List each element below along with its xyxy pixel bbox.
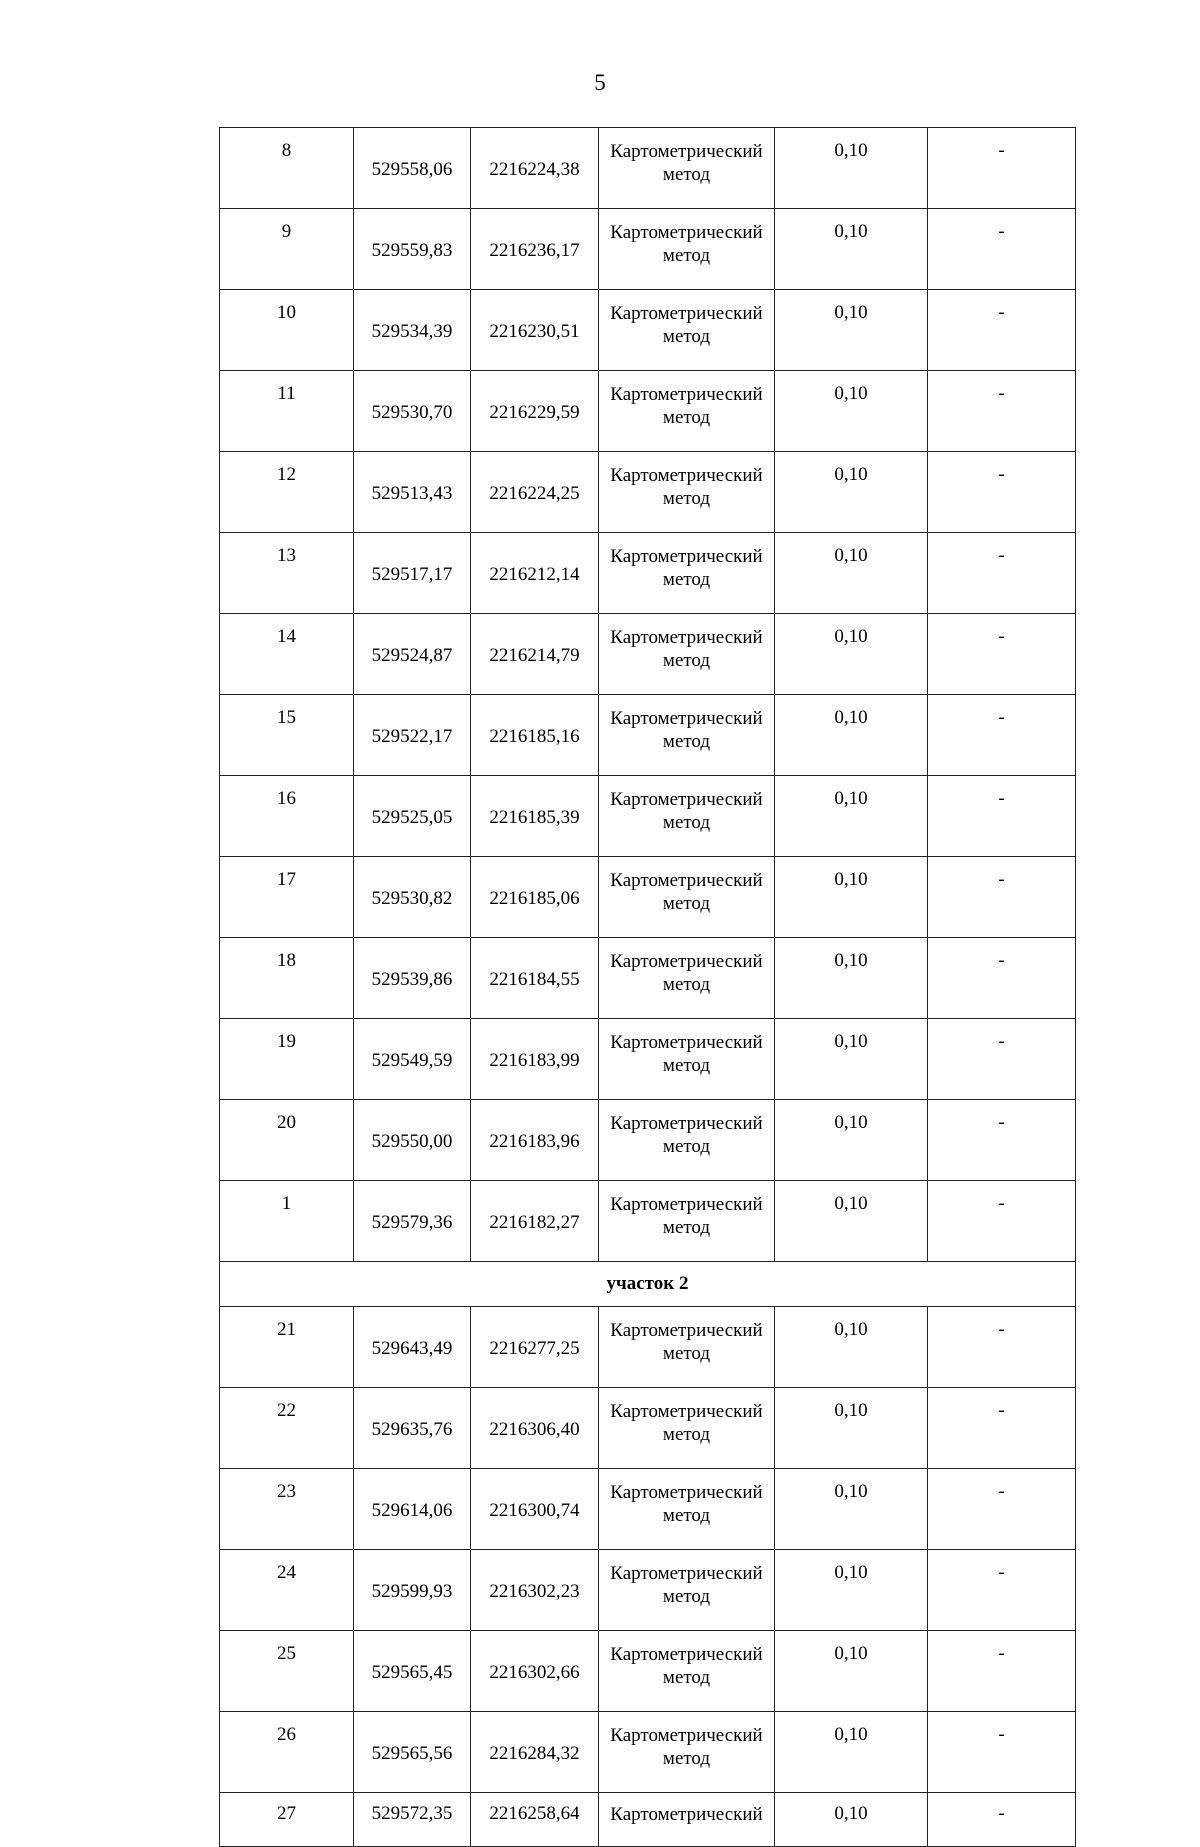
accuracy-cell: 0,10 — [775, 1550, 928, 1631]
x-coordinate-cell: 529530,70 — [354, 371, 471, 452]
note-cell: - — [928, 857, 1076, 938]
method-cell — [599, 533, 775, 614]
note-cell: - — [928, 776, 1076, 857]
method-cell: Картометрический — [599, 1793, 775, 1847]
y-coordinate-cell: 2216184,55 — [471, 938, 599, 1019]
method-line-1: Картометрический — [610, 222, 763, 243]
method-cell — [599, 1019, 775, 1100]
point-number-cell: 24 — [220, 1550, 354, 1631]
method-cell — [599, 1631, 775, 1712]
table-row — [220, 1100, 1076, 1181]
note-cell: - — [928, 1019, 1076, 1100]
method-cell — [599, 452, 775, 533]
table-row — [220, 128, 1076, 209]
table-row — [220, 1550, 1076, 1631]
y-coordinate-cell: 2216277,25 — [471, 1307, 599, 1388]
table-row — [220, 1181, 1076, 1262]
point-number-cell: 8 — [220, 128, 354, 209]
x-coordinate-cell: 529614,06 — [354, 1469, 471, 1550]
note-cell: - — [928, 695, 1076, 776]
accuracy-cell: 0,10 — [775, 1181, 928, 1262]
table-row — [220, 371, 1076, 452]
method-cell — [599, 1181, 775, 1262]
x-coordinate-cell: 529643,49 — [354, 1307, 471, 1388]
method-line-1: Картометрический — [610, 870, 763, 891]
method-line-2: метод — [662, 569, 711, 590]
accuracy-cell: 0,10 — [775, 1631, 928, 1712]
section-title: участок 2 — [220, 1262, 1076, 1307]
point-number-cell: 22 — [220, 1388, 354, 1469]
accuracy-cell: 0,10 — [775, 128, 928, 209]
point-number-cell: 23 — [220, 1469, 354, 1550]
note-cell: - — [928, 1712, 1076, 1793]
point-number-cell: 9 — [220, 209, 354, 290]
method-line-2: метод — [662, 326, 711, 347]
accuracy-cell: 0,10 — [775, 290, 928, 371]
table-row — [220, 209, 1076, 290]
method-line-2: метод — [662, 650, 711, 671]
method-cell — [599, 1712, 775, 1793]
page-number: 5 — [594, 70, 606, 95]
point-number-cell: 14 — [220, 614, 354, 695]
point-number-cell: 25 — [220, 1631, 354, 1712]
table-row — [220, 857, 1076, 938]
method-line-2: метод — [662, 893, 711, 914]
method-line-2: метод — [662, 1424, 711, 1445]
table-row — [220, 695, 1076, 776]
method-line-1: Картометрический — [610, 1032, 763, 1053]
y-coordinate-cell: 2216185,16 — [471, 695, 599, 776]
method-line-1: Картометрический — [610, 465, 763, 486]
y-coordinate-cell: 2216230,51 — [471, 290, 599, 371]
y-coordinate-cell: 2216185,39 — [471, 776, 599, 857]
table-row — [220, 1469, 1076, 1550]
note-cell: - — [928, 290, 1076, 371]
method-line-1: Картометрический — [610, 1725, 763, 1746]
method-line-1: Картометрический — [610, 708, 763, 729]
method-cell — [599, 776, 775, 857]
table-row — [220, 614, 1076, 695]
note-cell: - — [928, 1181, 1076, 1262]
accuracy-cell: 0,10 — [775, 1100, 928, 1181]
table-row — [220, 1712, 1076, 1793]
accuracy-cell: 0,10 — [775, 1793, 928, 1847]
coordinates-table-body — [220, 128, 1076, 1847]
accuracy-cell: 0,10 — [775, 1469, 928, 1550]
method-cell — [599, 1550, 775, 1631]
method-line-2: метод — [662, 1217, 711, 1238]
y-coordinate-cell: 2216229,59 — [471, 371, 599, 452]
note-cell: - — [928, 938, 1076, 1019]
x-coordinate-cell: 529599,93 — [354, 1550, 471, 1631]
method-line-2: метод — [662, 1055, 711, 1076]
note-cell: - — [928, 452, 1076, 533]
note-cell: - — [928, 1631, 1076, 1712]
x-coordinate-cell: 529572,35 — [354, 1793, 471, 1847]
coordinates-table — [219, 127, 1076, 1847]
accuracy-cell: 0,10 — [775, 695, 928, 776]
table-row — [220, 776, 1076, 857]
y-coordinate-cell: 2216224,38 — [471, 128, 599, 209]
x-coordinate-cell: 529565,56 — [354, 1712, 471, 1793]
method-line-2: метод — [662, 1505, 711, 1526]
method-line-1: Картометрический — [610, 141, 763, 162]
x-coordinate-cell: 529559,83 — [354, 209, 471, 290]
y-coordinate-cell: 2216183,96 — [471, 1100, 599, 1181]
table-row — [220, 452, 1076, 533]
note-cell: - — [928, 533, 1076, 614]
method-cell — [599, 209, 775, 290]
x-coordinate-cell: 529517,17 — [354, 533, 471, 614]
y-coordinate-cell: 2216300,74 — [471, 1469, 599, 1550]
x-coordinate-cell: 529530,82 — [354, 857, 471, 938]
method-line-1: Картометрический — [610, 789, 763, 810]
method-line-1: Картометрический — [610, 627, 763, 648]
x-coordinate-cell: 529549,59 — [354, 1019, 471, 1100]
table-row — [220, 1307, 1076, 1388]
table-row — [220, 1388, 1076, 1469]
method-line-2: метод — [662, 731, 711, 752]
y-coordinate-cell: 2216214,79 — [471, 614, 599, 695]
method-line-2: метод — [662, 974, 711, 995]
accuracy-cell: 0,10 — [775, 776, 928, 857]
method-line-2: метод — [662, 245, 711, 266]
method-line-2: метод — [662, 407, 711, 428]
point-number-cell: 1 — [220, 1181, 354, 1262]
y-coordinate-cell: 2216224,25 — [471, 452, 599, 533]
note-cell: - — [928, 371, 1076, 452]
point-number-cell: 12 — [220, 452, 354, 533]
x-coordinate-cell: 529550,00 — [354, 1100, 471, 1181]
y-coordinate-cell: 2216302,23 — [471, 1550, 599, 1631]
method-cell — [599, 614, 775, 695]
table-row — [220, 533, 1076, 614]
y-coordinate-cell: 2216185,06 — [471, 857, 599, 938]
method-cell — [599, 290, 775, 371]
method-line-1: Картометрический — [610, 1644, 763, 1665]
method-cell — [599, 371, 775, 452]
method-line-2: метод — [662, 1748, 711, 1769]
x-coordinate-cell: 529522,17 — [354, 695, 471, 776]
method-line-1: Картометрический — [610, 384, 763, 405]
method-cell — [599, 128, 775, 209]
note-cell: - — [928, 1388, 1076, 1469]
accuracy-cell: 0,10 — [775, 209, 928, 290]
y-coordinate-cell: 2216236,17 — [471, 209, 599, 290]
method-cell — [599, 1100, 775, 1181]
x-coordinate-cell: 529558,06 — [354, 128, 471, 209]
method-line-1: Картометрический — [610, 1113, 763, 1134]
method-line-2: метод — [662, 164, 711, 185]
point-number-cell: 19 — [220, 1019, 354, 1100]
y-coordinate-cell: 2216182,27 — [471, 1181, 599, 1262]
accuracy-cell: 0,10 — [775, 1388, 928, 1469]
note-cell: - — [928, 1550, 1076, 1631]
y-coordinate-cell: 2216183,99 — [471, 1019, 599, 1100]
point-number-cell: 15 — [220, 695, 354, 776]
method-line-1: Картометрический — [610, 1194, 763, 1215]
accuracy-cell: 0,10 — [775, 614, 928, 695]
method-cell — [599, 1307, 775, 1388]
x-coordinate-cell: 529579,36 — [354, 1181, 471, 1262]
method-cell — [599, 695, 775, 776]
note-cell: - — [928, 209, 1076, 290]
accuracy-cell: 0,10 — [775, 533, 928, 614]
point-number-cell: 27 — [220, 1793, 354, 1847]
x-coordinate-cell: 529525,05 — [354, 776, 471, 857]
y-coordinate-cell: 2216306,40 — [471, 1388, 599, 1469]
x-coordinate-cell: 529539,86 — [354, 938, 471, 1019]
table-row — [220, 290, 1076, 371]
method-line-2: метод — [662, 812, 711, 833]
method-line-1: Картометрический — [610, 1482, 763, 1503]
accuracy-cell: 0,10 — [775, 857, 928, 938]
method-cell — [599, 938, 775, 1019]
accuracy-cell: 0,10 — [775, 1019, 928, 1100]
point-number-cell: 11 — [220, 371, 354, 452]
method-cell — [599, 857, 775, 938]
method-line-2: метод — [662, 488, 711, 509]
x-coordinate-cell: 529635,76 — [354, 1388, 471, 1469]
method-cell — [599, 1469, 775, 1550]
point-number-cell: 13 — [220, 533, 354, 614]
point-number-cell: 20 — [220, 1100, 354, 1181]
method-line-1: Картометрический — [610, 1401, 763, 1422]
table-row — [220, 1793, 1076, 1847]
x-coordinate-cell: 529513,43 — [354, 452, 471, 533]
point-number-cell: 18 — [220, 938, 354, 1019]
table-row — [220, 1019, 1076, 1100]
table-row — [220, 1631, 1076, 1712]
x-coordinate-cell: 529565,45 — [354, 1631, 471, 1712]
accuracy-cell: 0,10 — [775, 1307, 928, 1388]
x-coordinate-cell: 529534,39 — [354, 290, 471, 371]
method-line-1: Картометрический — [610, 546, 763, 567]
method-line-1: Картометрический — [610, 951, 763, 972]
note-cell: - — [928, 1793, 1076, 1847]
note-cell: - — [928, 128, 1076, 209]
method-line-1: Картометрический — [610, 303, 763, 324]
table-row — [220, 938, 1076, 1019]
x-coordinate-cell: 529524,87 — [354, 614, 471, 695]
note-cell: - — [928, 1100, 1076, 1181]
method-line-2: метод — [662, 1343, 711, 1364]
method-cell — [599, 1388, 775, 1469]
method-line-1: Картометрический — [610, 1563, 763, 1584]
section-header-row — [220, 1262, 1076, 1307]
method-line-1: Картометрический — [610, 1320, 763, 1341]
y-coordinate-cell: 2216284,32 — [471, 1712, 599, 1793]
note-cell: - — [928, 1307, 1076, 1388]
y-coordinate-cell: 2216302,66 — [471, 1631, 599, 1712]
accuracy-cell: 0,10 — [775, 371, 928, 452]
note-cell: - — [928, 1469, 1076, 1550]
method-line-2: метод — [662, 1586, 711, 1607]
point-number-cell: 10 — [220, 290, 354, 371]
y-coordinate-cell: 2216258,64 — [471, 1793, 599, 1847]
point-number-cell: 21 — [220, 1307, 354, 1388]
method-line-2: метод — [662, 1667, 711, 1688]
point-number-cell: 16 — [220, 776, 354, 857]
y-coordinate-cell: 2216212,14 — [471, 533, 599, 614]
accuracy-cell: 0,10 — [775, 452, 928, 533]
note-cell: - — [928, 614, 1076, 695]
point-number-cell: 17 — [220, 857, 354, 938]
accuracy-cell: 0,10 — [775, 1712, 928, 1793]
point-number-cell: 26 — [220, 1712, 354, 1793]
method-line-2: метод — [662, 1136, 711, 1157]
accuracy-cell: 0,10 — [775, 938, 928, 1019]
